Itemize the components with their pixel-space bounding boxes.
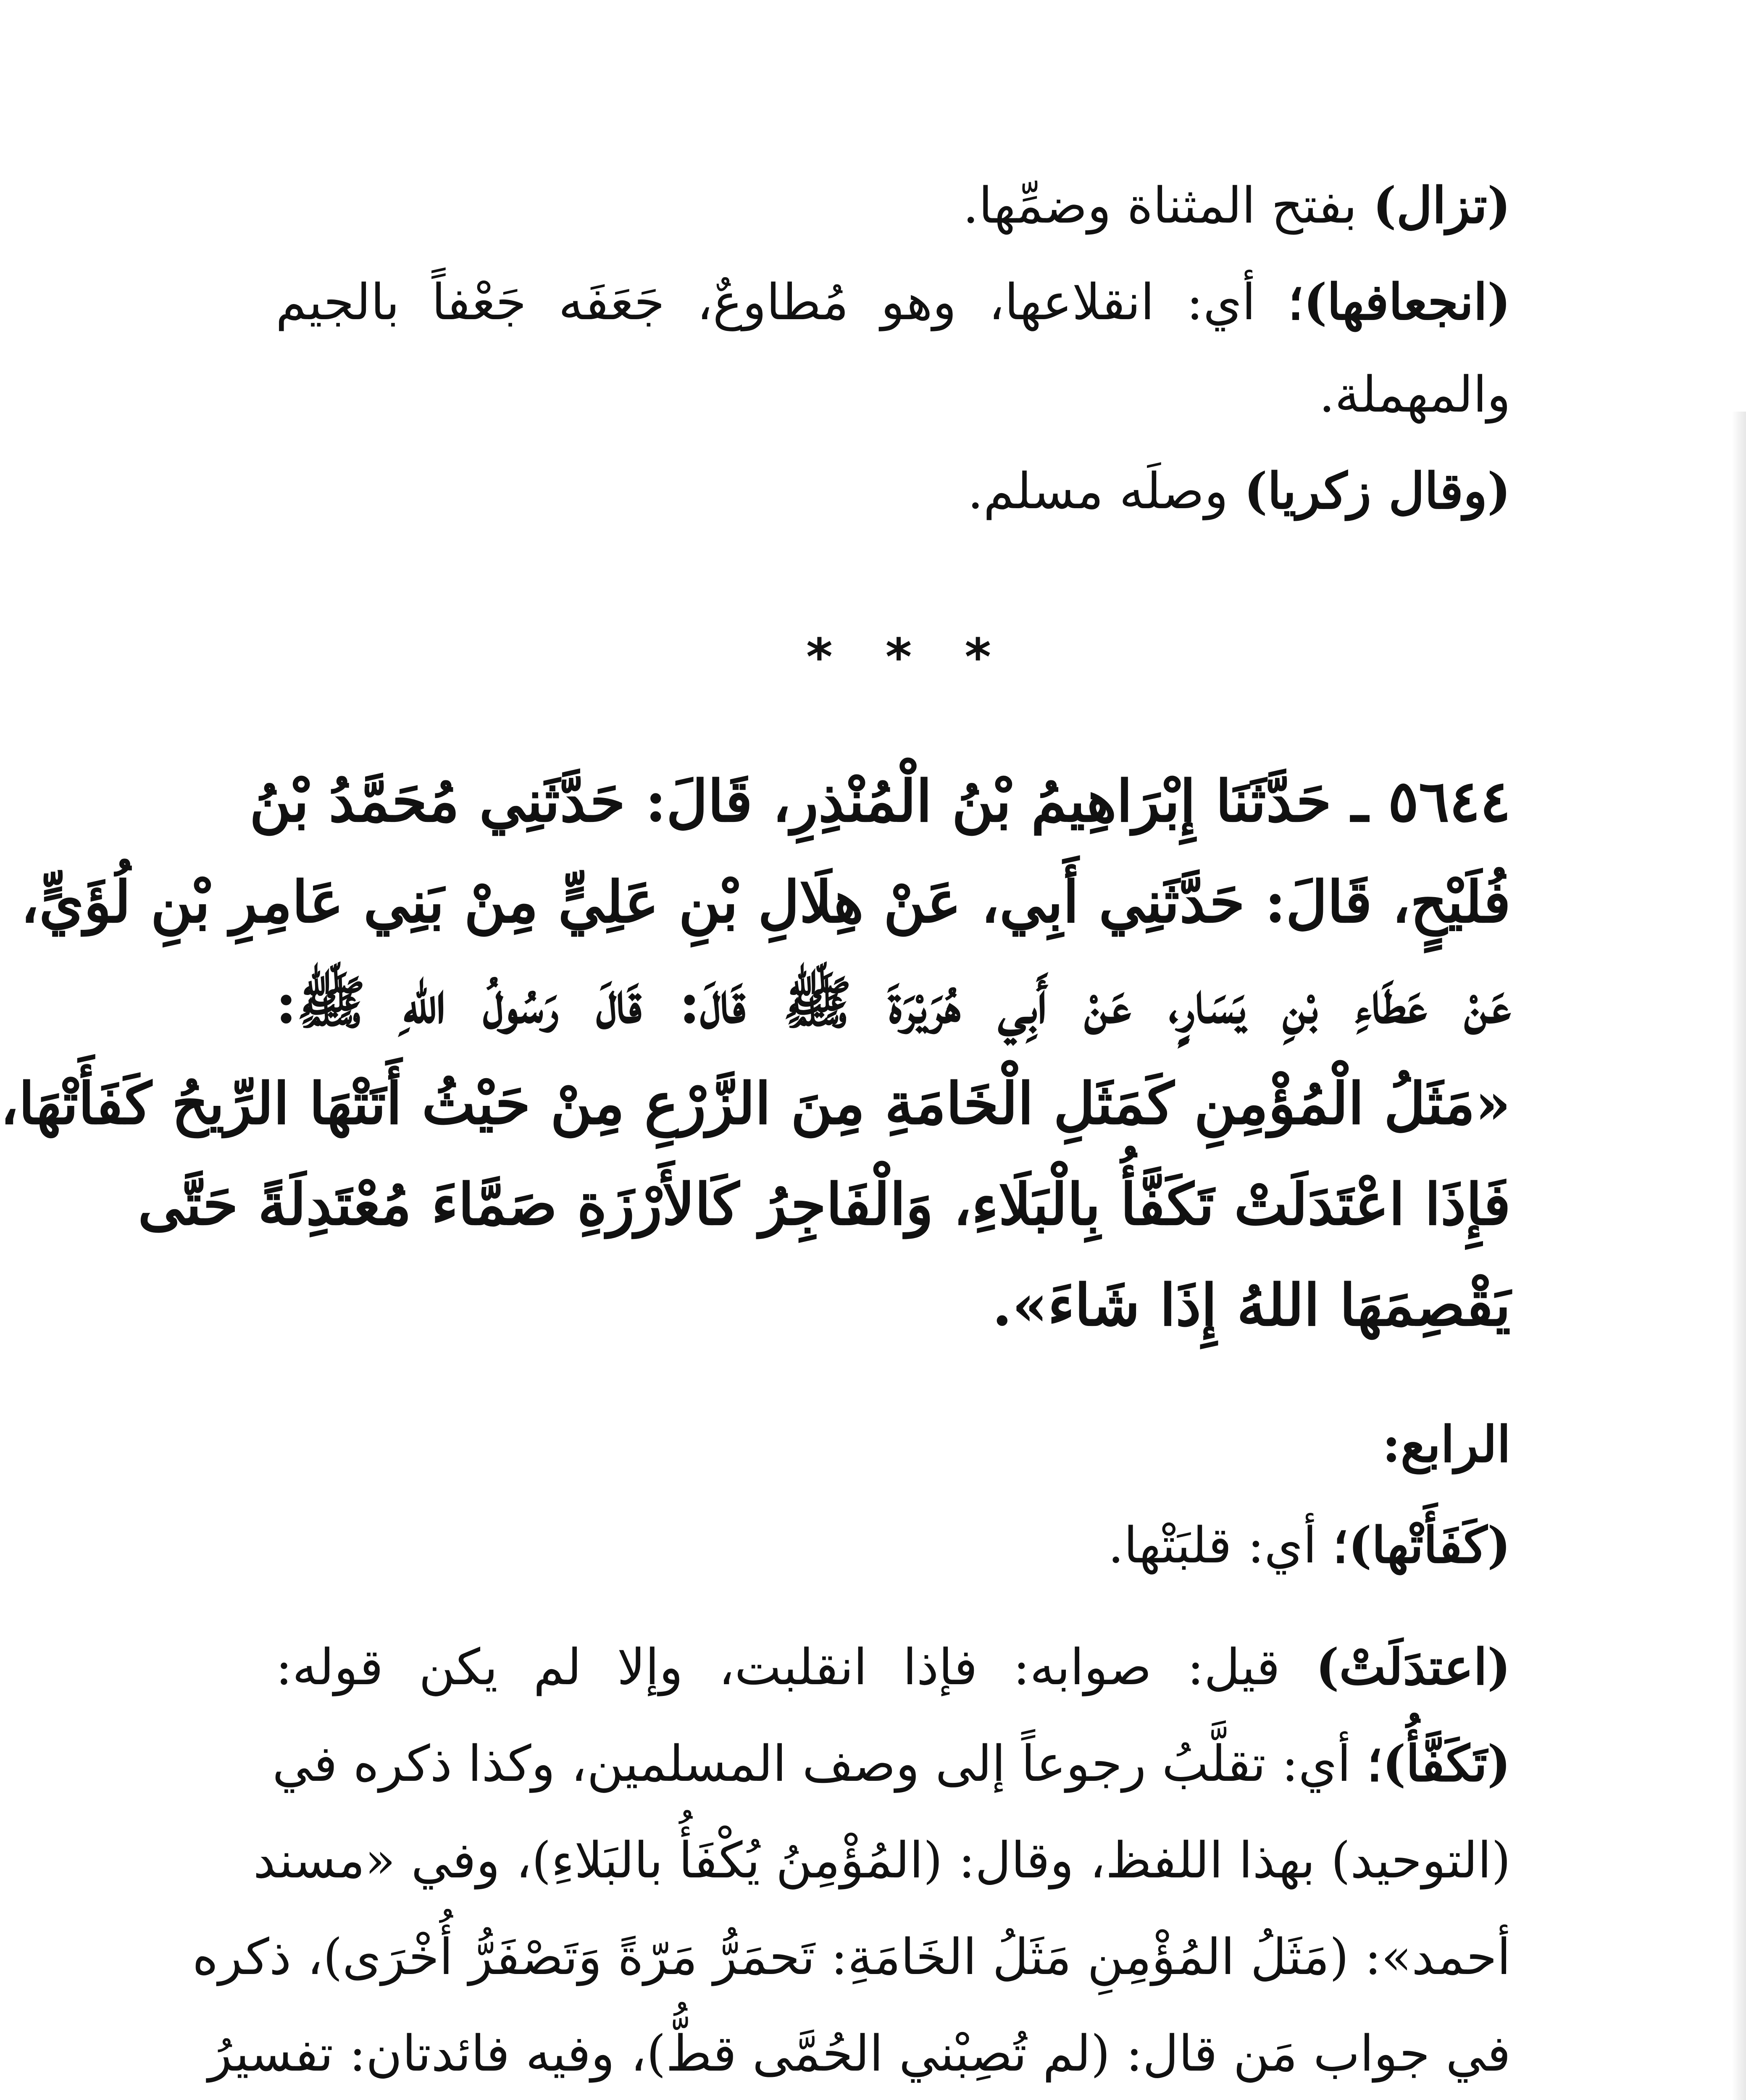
hadith-line-6: يَقْصِمَهَا اللهُ إِذَا شَاءَ». bbox=[992, 1272, 1511, 1339]
line-jawab bbox=[208, 2024, 1511, 2082]
gloss-tawhid: (التوحيد) بهذا اللفظ، وقال: (المُؤْمِنُ يُكْفَأُ بالبَلاءِ)، وفي «مسند bbox=[253, 1831, 1511, 1889]
separator-star: * bbox=[965, 628, 991, 687]
gloss-ahmad: أحمد»: (مَثَلُ المُؤْمِنِ مَثَلُ الخَامَةِ: تَحمَرُّ مَرّةً وَتَصْفَرُّ أُخْرَى)، ذكره bbox=[192, 1928, 1511, 1986]
term-kafaatha: (كَفَأَتْها)؛ bbox=[1332, 1516, 1511, 1574]
term-zakariya: (وقال زكريا) bbox=[1244, 462, 1511, 520]
line-kafaatha bbox=[276, 1516, 1511, 1574]
gloss-injiafuha: أي: انقلاعها، وهو مُطاوعٌ، جَعَفَه جَعْفاً بالجيم bbox=[276, 273, 1288, 331]
term-tazal: (تزال) bbox=[1373, 176, 1511, 234]
separator-star: * bbox=[806, 628, 833, 687]
gloss-tazal: بفتح المثناة وضمِّها. bbox=[962, 176, 1373, 234]
line-rabi bbox=[276, 1415, 1511, 1473]
line-itadalat bbox=[276, 1638, 1511, 1696]
gloss-zakariya: وصلَه مسلم. bbox=[968, 462, 1244, 520]
term-takaffau: (تَكَفَّأُ)؛ bbox=[1367, 1734, 1511, 1793]
term-itadalat: (اعتدَلَتْ) bbox=[1315, 1638, 1511, 1696]
section-heading-rabi: الرابع: bbox=[1382, 1415, 1511, 1473]
gloss-takaffau: أي: تقلَّبُ رجوعاً إلى وصف المسلمين، وكذا ذكره في bbox=[272, 1735, 1367, 1793]
hadith-line-2: فُلَيْحٍ، قَالَ: حَدَّثَنِي أَبِي، عَنْ هِلَالِ بْنِ عَلِيٍّ مِنْ بَنِي عَامِرِ بْنِ لُؤَيٍّ، bbox=[21, 869, 1511, 936]
gloss-muhmala: والمهملة. bbox=[1319, 365, 1511, 423]
separator-star: * bbox=[885, 628, 912, 687]
hadith-line-1: ٥٦٤٤ ـ حَدَّثَنَا إِبْرَاهِيمُ بْنُ الْمُنْذِرِ، قَالَ: حَدَّثَنِي مُحَمَّدُ بْنُ bbox=[249, 768, 1511, 835]
scan-edge-shadow bbox=[1732, 412, 1746, 2100]
line-ahmad bbox=[192, 1928, 1511, 1986]
hadith-line-3: عَنْ عَطَاءِ بْنِ يَسَارٍ، عَنْ أَبِي هُرَيْرَةَ ﷺ قَالَ: قَالَ رَسُولُ اللهِ ﷺ: bbox=[276, 969, 1511, 1037]
hadith-line-5: فَإِذَا اعْتَدَلَتْ تَكَفَّأُ بِالْبَلَاءِ، وَالْفَاجِرُ كَالأَرْزَةِ صَمَّاءَ مُعْتَدِلَةً حَتَّى bbox=[138, 1171, 1511, 1238]
line-takaffau bbox=[272, 1734, 1511, 1793]
gloss-itadalat: قيل: صوابه: فإذا انقلبت، وإلا لم يكن قوله: bbox=[276, 1638, 1316, 1696]
line-tawhid bbox=[253, 1831, 1511, 1889]
gloss-kafaatha: أي: قلبَتْها. bbox=[1108, 1516, 1333, 1574]
term-injiafuha: (انجعافها)؛ bbox=[1288, 273, 1511, 331]
hadith-line-4: «مَثَلُ الْمُؤْمِنِ كَمَثَلِ الْخَامَةِ مِنَ الزَّرْعِ مِنْ حَيْثُ أَتَتْهَا الرِّيحُ كَفَأَتْهَا، bbox=[0, 1070, 1511, 1137]
gloss-jawab: في جواب مَن قال: (لم تُصِبْني الحُمَّى قطُّ)، وفيه فائدتان: تفسيرُ bbox=[208, 2024, 1511, 2082]
